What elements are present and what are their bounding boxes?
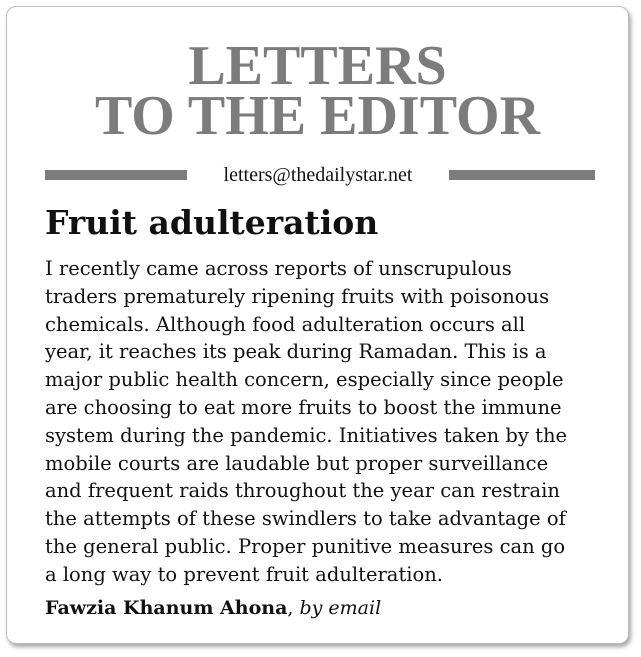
letter-line: and frequent raids throughout the year can restrain (45, 479, 560, 503)
contact-row (45, 164, 595, 186)
letter-line: I recently came across reports of unscrupulous (45, 257, 512, 280)
letter-line: a long way to prevent fruit adulteration. (45, 562, 444, 586)
letter-line: traders prematurely ripening fruits with poisonous (45, 284, 550, 308)
contact-email: letters@thedailystar.net (223, 163, 413, 186)
letter-card (6, 6, 629, 644)
letter-line: the general public. Proper punitive measures can go (45, 534, 566, 558)
letter-body (45, 255, 605, 589)
masthead-line-1: LETTERS (188, 35, 447, 97)
letter-line: are choosing to eat more fruits to boost the immune (45, 395, 562, 419)
letter-line: mobile courts are laudable but proper surveillance (45, 451, 549, 475)
letter-line: system during the pandemic. Initiatives taken by the (45, 423, 568, 447)
letter-line: the attempts of these swindlers to take advantage of (45, 507, 566, 531)
masthead-line-2: TO THE EDITOR (94, 85, 541, 147)
letter-signature (45, 597, 381, 619)
section-masthead (7, 35, 628, 147)
signature-separator: , (287, 597, 300, 619)
letter-line: year, it reaches its peak during Ramadan. This is a (45, 340, 547, 364)
letter-line: major public health concern, especially since people (45, 368, 564, 392)
letter-title: Fruit adulteration (45, 203, 379, 242)
letter-line: chemicals. Although food adulteration occurs all (45, 312, 526, 336)
divider-right (449, 170, 595, 180)
submission-method: by email (299, 597, 382, 619)
author-name: Fawzia Khanum Ahona (45, 597, 288, 619)
divider-left (45, 170, 187, 180)
